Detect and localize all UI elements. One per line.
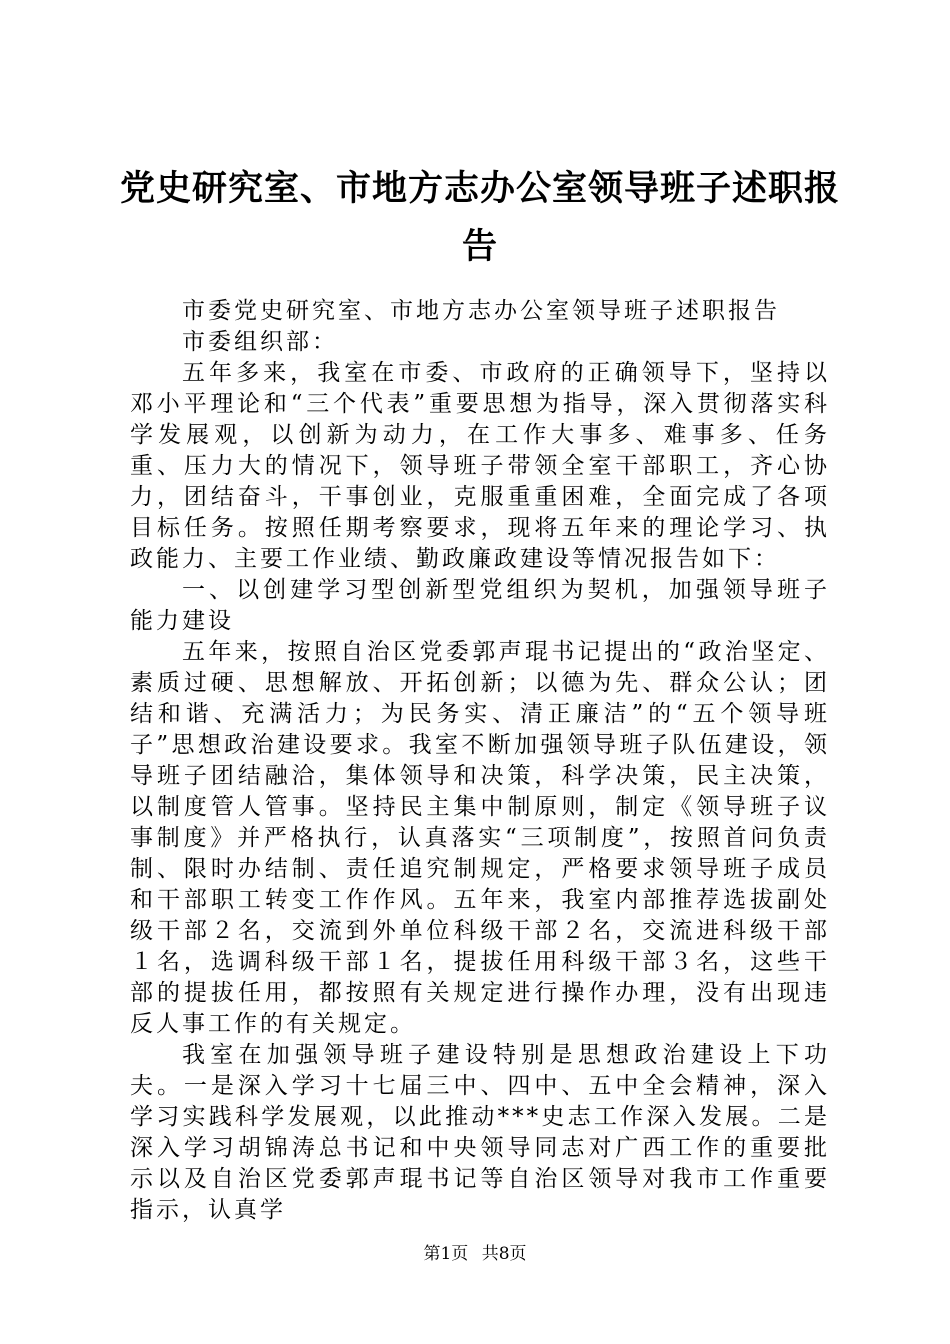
page-footer (0, 1243, 950, 1265)
paragraph-political-building: 我室在加强领导班子建设特别是思想政治建设上下功夫。一是深入学习十七届三中、四中、五中全会精神，深入学习实践科学发展观，以此推动***史志工作深入发展。二是深入学习胡锦涛总书记和中央领导同志对广西工作的重要批示以及自治区党委郭声琨书记等自治区领导对我市工作重要指示，认真学 (130, 1042, 830, 1223)
paragraph-subtitle: 市委党史研究室、市地方志办公室领导班子述职报告 (182, 298, 780, 324)
page-number: 第1页 (423, 1244, 469, 1264)
paragraph-salutation: 市委组织部： (182, 329, 338, 355)
section-heading-1: 一、以创建学习型创新型党组织为契机，加强领导班子能力建设 (130, 577, 830, 634)
page-total: 共8页 (481, 1244, 527, 1264)
paragraph-section-1: 五年来，按照自治区党委郭声琨书记提出的“政治坚定、素质过硬、思想解放、开拓创新；以德为先、群众公认；团结和谐、充满活力；为民务实、清正廉洁”的“五个领导班子”思想政治建设要求。我室不断加强领导班子队伍建设，领导班子团结融洽，集体领导和决策，科学决策，民主决策，以制度管人管事。坚持民主集中制原则，制定《领导班子议事制度》并严格执行，认真落实“三项制度”，按照首问负责制、限时办结制、责任追究制规定，严格要求领导班子成员和干部职工转变工作作风。五年来，我室内部推荐选拔副处级干部２名，交流到外单位科级干部２名，交流进科级干部１名，选调科级干部１名，提拔任用科级干部３名，这些干部的提拔任用，都按照有关规定进行操作办理，没有出现违反人事工作的有关规定。 (130, 639, 830, 1037)
paragraph-intro: 五年多来，我室在市委、市政府的正确领导下，坚持以邓小平理论和“三个代表”重要思想为指导，深入贯彻落实科学发展观，以创新为动力，在工作大事多、难事多、任务重、压力大的情况下，领导班子带领全室干部职工，齐心协力，团结奋斗，干事创业，克服重重困难，全面完成了各项目标任务。按照任期考察要求，现将五年来的理论学习、执政能力、主要工作业绩、勤政廉政建设等情况报告如下： (130, 360, 830, 572)
document-body (130, 296, 830, 1226)
document-title: 党史研究室、市地方志办公室领导班子述职报告 (120, 169, 841, 267)
